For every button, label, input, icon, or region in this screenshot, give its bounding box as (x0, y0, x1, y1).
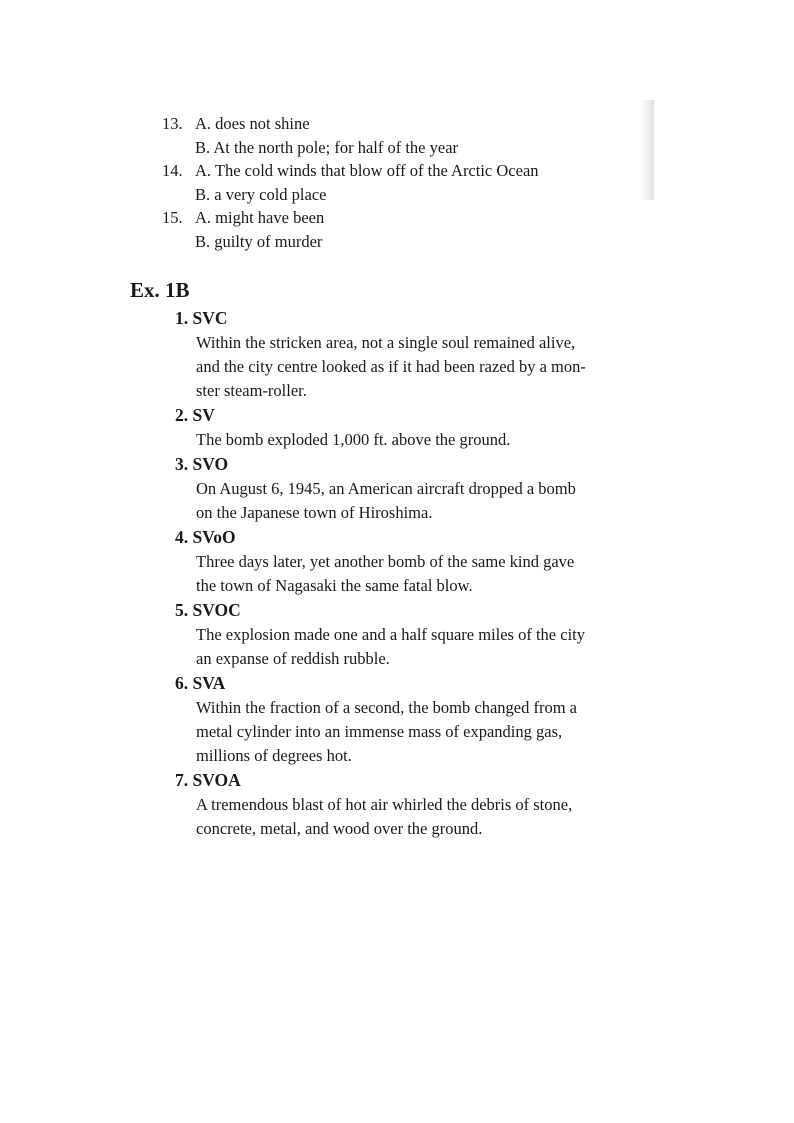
sentence-line: On August 6, 1945, an American aircraft dropped a bomb (196, 479, 576, 498)
item-sentence (196, 793, 636, 841)
exercise-item (175, 671, 640, 768)
exercise-item (175, 306, 640, 403)
sentence-line: ster steam-roller. (196, 381, 307, 400)
item-label: 4. SVoO (175, 527, 236, 547)
answer-number: 14. (162, 161, 183, 180)
sentence-line: an expanse of reddish rubble. (196, 649, 390, 668)
exercise-item (175, 403, 640, 452)
sentence-line: A tremendous blast of hot air whirled the debris of stone, (196, 795, 573, 814)
item-sentence (196, 477, 636, 525)
answer-text: A. does not shine (195, 114, 310, 133)
sentence-line: on the Japanese town of Hiroshima. (196, 503, 433, 522)
item-sentence (196, 428, 636, 452)
answer-text: B. guilty of murder (195, 231, 323, 251)
item-label: 2. SV (175, 405, 215, 425)
item-label: 1. SVC (175, 308, 228, 328)
exercise-item (175, 598, 640, 671)
exercise-items (175, 306, 640, 841)
sentence-line: Three days later, yet another bomb of the same kind gave (196, 552, 575, 571)
item-label: 7. SVOA (175, 770, 241, 790)
sentence-line: Within the fraction of a second, the bomb changed from a (196, 698, 577, 717)
item-label: 3. SVO (175, 454, 229, 474)
answer-text: A. The cold winds that blow off of the Arctic Ocean (195, 161, 539, 180)
sentence-line: metal cylinder into an immense mass of expanding gas, (196, 722, 563, 741)
sentence-line: The explosion made one and a half square miles of the city (196, 625, 585, 644)
exercise-item (175, 525, 640, 598)
exercise-item (175, 768, 640, 841)
sentence-line: millions of degrees hot. (196, 746, 352, 765)
item-label: 6. SVA (175, 673, 226, 693)
sentence-line: concrete, metal, and wood over the ground. (196, 819, 483, 838)
sentence-line: The bomb exploded 1,000 ft. above the ground. (196, 430, 511, 449)
item-sentence (196, 696, 636, 768)
section-title: Ex. 1B (130, 278, 190, 302)
sentence-line: the town of Nagasaki the same fatal blow. (196, 576, 473, 595)
answer-text: B. At the north pole; for half of the year (195, 137, 459, 157)
answer-number: 13. (162, 114, 183, 133)
item-sentence (196, 623, 636, 671)
answer-text: A. might have been (195, 208, 325, 227)
item-label: 5. SVOC (175, 600, 241, 620)
sentence-line: Within the stricken area, not a single soul remained alive, (196, 333, 576, 352)
exercise-item (175, 452, 640, 525)
item-sentence (196, 550, 636, 598)
answer-text: B. a very cold place (195, 184, 327, 204)
sentence-line: and the city centre looked as if it had been razed by a mon- (196, 357, 586, 376)
item-sentence (196, 331, 636, 403)
scan-edge-shadow (640, 100, 654, 200)
answer-number: 15. (162, 208, 183, 227)
